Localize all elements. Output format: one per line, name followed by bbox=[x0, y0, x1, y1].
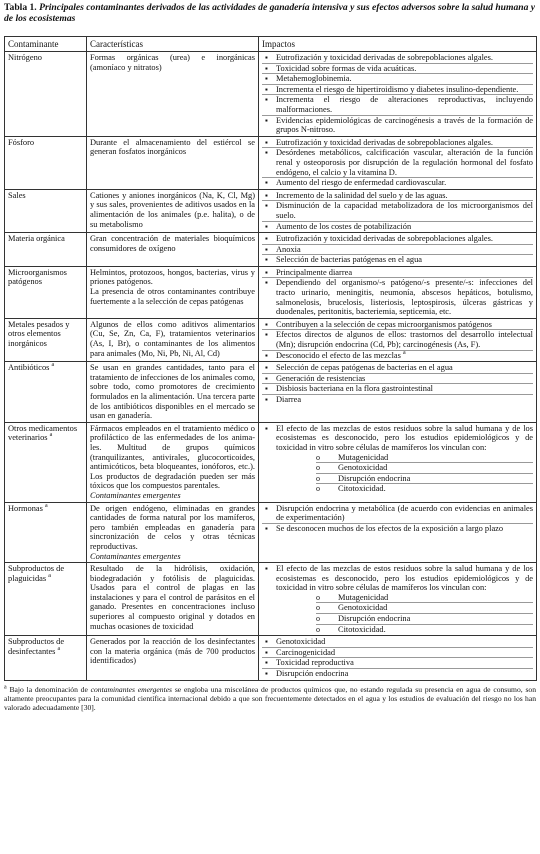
contaminant-characteristics bbox=[87, 318, 259, 361]
contaminant-characteristics bbox=[87, 136, 259, 189]
contaminant-characteristics bbox=[87, 422, 259, 502]
impact-subitem: o Mutagenicidad bbox=[316, 453, 533, 464]
impact-item bbox=[262, 524, 533, 534]
contaminant-impacts bbox=[259, 362, 537, 423]
impact-item bbox=[262, 138, 533, 149]
footnote-ref: a bbox=[402, 349, 406, 356]
impact-item bbox=[262, 64, 533, 75]
impact-text: El efecto de las mezclas de estos residuos sobre la salud humana y de los ecosistemas es desconocido, pero los estudios epidemiológicos y de toxicidad in vitro sobre células de mamíferos los vinculan con: bbox=[276, 564, 533, 593]
impact-text: Genotoxicidad bbox=[276, 637, 326, 647]
characteristics-text: Cationes y aniones inorgánicos (Na, K, Cl, Mg) y sus sales, provenientes de aditivos usados en la alimentación de los animales (p.e. halita), o de su metabolismo bbox=[90, 190, 255, 229]
contaminant-name bbox=[5, 266, 87, 318]
impact-item bbox=[262, 148, 533, 178]
impact-item bbox=[262, 268, 533, 279]
impact-list bbox=[262, 138, 533, 188]
emerging-label: Contaminantes emergentes bbox=[90, 490, 181, 500]
contaminant-characteristics bbox=[87, 189, 259, 232]
contaminant-name bbox=[5, 189, 87, 232]
contaminant-name bbox=[5, 52, 87, 137]
impact-text: Diarrea bbox=[276, 395, 302, 404]
impact-text: Disbiosis bacteriana en la flora gastrointestinal bbox=[276, 384, 433, 394]
contaminant-characteristics bbox=[87, 636, 259, 680]
contaminant-impacts bbox=[259, 52, 537, 137]
contaminant-name bbox=[5, 318, 87, 361]
contaminant-impacts bbox=[259, 502, 537, 563]
table-row bbox=[5, 189, 537, 232]
contaminant-characteristics bbox=[87, 52, 259, 137]
contaminant-impacts bbox=[259, 563, 537, 636]
impact-item bbox=[262, 278, 533, 316]
impact-list bbox=[262, 191, 533, 231]
header-contaminante: Contaminante bbox=[5, 37, 87, 52]
impact-item bbox=[262, 320, 533, 331]
contaminants-table bbox=[4, 36, 537, 681]
impact-text: Eutrofización y toxicidad derivadas de sobrepoblaciones algales. bbox=[276, 53, 493, 62]
impact-list bbox=[262, 320, 533, 360]
impact-text: Disrupción endocrina y metabólica (de acuerdo con evidencias en animales de experimentación) bbox=[276, 503, 533, 523]
impact-item bbox=[262, 424, 533, 494]
impact-text: Evidencias epidemiológicas de carcinogénesis a través de la formación de grupos N-nitroso. bbox=[276, 115, 533, 135]
contaminant-characteristics bbox=[87, 266, 259, 318]
characteristics-text: Generados por la reacción de los desinfectantes con la materia orgánica (más de 700 productos identificados) bbox=[90, 637, 255, 666]
impact-item bbox=[262, 222, 533, 232]
impact-text: Desconocido el efecto de las mezclas bbox=[276, 350, 401, 360]
contaminant-label: Metales pesados y otros elementos inorgánicos bbox=[8, 319, 70, 349]
impact-item bbox=[262, 648, 533, 659]
table-row bbox=[5, 502, 537, 563]
contaminant-label: Hormonas bbox=[8, 503, 43, 513]
impact-list bbox=[262, 53, 533, 135]
table-footnote bbox=[4, 685, 536, 712]
impact-text: Eutrofización y toxicidad derivadas de sobrepoblaciones algales. bbox=[276, 137, 493, 147]
impact-item bbox=[262, 669, 533, 679]
footnote-ref: a bbox=[51, 362, 55, 369]
impact-text: Contribuyen a la selección de cepas microorganismos patógenos bbox=[276, 319, 492, 329]
impact-subitem: o Citotoxicidad. bbox=[316, 484, 533, 494]
footnote-italic: contaminantes emergentes bbox=[90, 684, 173, 694]
impact-list bbox=[262, 504, 533, 534]
impact-text: Selección de cepas patógenas de bacterias en el agua bbox=[276, 363, 453, 373]
impact-item bbox=[262, 191, 533, 202]
impact-item bbox=[262, 504, 533, 524]
impact-text: Incrementa el riesgo de alteraciones reproductivas, incluyendo malformaciones. bbox=[276, 95, 533, 114]
contaminant-name bbox=[5, 636, 87, 680]
impact-item bbox=[262, 395, 533, 405]
contaminant-characteristics bbox=[87, 563, 259, 636]
contaminant-label: Sales bbox=[8, 190, 26, 200]
impact-text: Principalmente diarrea bbox=[276, 267, 353, 277]
characteristics-text: De origen endógeno, eliminadas en grandes cantidades de forma natural por los mamíferos, pero también empleadas en ganadería para sincronización de celos y otras técnicas reproductivas. bbox=[90, 503, 255, 551]
emerging-label: Contaminantes emergentes bbox=[90, 551, 181, 561]
characteristics-text: Algunos de ellos como aditivos alimentarios (Cu, Se, Zn, Ca, F), tratamientos veterinarios (As, I, Br), o contaminantes de los alimentos para animales (Mo, Ni, Pb, Ni, Al, Cd) bbox=[90, 319, 255, 358]
impact-text: Desórdenes metabólicos, calcificación vascular, alteración de la función renal y osteoporosis por disrupción de la regulación hormonal del fosfato endógeno, el calcio y la vitamina D. bbox=[276, 148, 533, 177]
contaminant-impacts bbox=[259, 136, 537, 189]
contaminant-label: Subproductos de desinfectantes bbox=[8, 637, 65, 656]
contaminant-label: Subproductos de plaguicidas bbox=[8, 564, 65, 583]
header-caracteristicas: Características bbox=[87, 37, 259, 52]
contaminant-characteristics bbox=[87, 233, 259, 267]
table-row bbox=[5, 266, 537, 318]
table-header-row bbox=[5, 37, 537, 52]
contaminant-name bbox=[5, 362, 87, 423]
impact-item bbox=[262, 245, 533, 256]
impact-item bbox=[262, 234, 533, 245]
impact-list bbox=[262, 637, 533, 678]
characteristics-text: Fármacos empleados en el tratamiento médico o profiláctico de las enfermedades de los anima-les. Multitud de grupos químicos (tranquilizantes, antivirales, glucocorticoides, antimicóticos, beta bloqueantes, ionóforos, etc.). Los productos de degradación pueden ser más tóxicos que los compuestos parentales. bbox=[90, 423, 255, 491]
impact-item bbox=[262, 74, 533, 85]
contaminant-name bbox=[5, 233, 87, 267]
impact-list bbox=[262, 234, 533, 265]
header-impactos: Impactos bbox=[259, 37, 537, 52]
impact-text: Se desconocen muchos de los efectos de la exposición a largo plazo bbox=[276, 523, 504, 533]
impact-subitem: o Citotoxicidad. bbox=[316, 625, 533, 635]
table-row bbox=[5, 636, 537, 680]
table-row bbox=[5, 563, 537, 636]
impact-text: Disrupción endocrina bbox=[276, 669, 349, 679]
impact-item bbox=[262, 85, 533, 96]
impact-list bbox=[262, 564, 533, 634]
contaminant-name bbox=[5, 136, 87, 189]
contaminant-label: Antibióticos bbox=[8, 363, 50, 373]
contaminant-label: Otros medicamentos veterinarios bbox=[8, 423, 78, 443]
footnote-text-b: se engloba una miscelánea de productos químicos que, no estando regulada su presencia en agua de consumo, son altamente preocupantes para la comunidad científica internacional debido a que son frecuentemente detectados en el agua y los estudios de evaluación del riesgo no los han valorado adecuadamente [30]. bbox=[4, 684, 536, 712]
impact-item bbox=[262, 374, 533, 385]
contaminant-impacts bbox=[259, 422, 537, 502]
impact-item bbox=[262, 201, 533, 221]
impact-text: Metahemoglobinemia. bbox=[276, 74, 352, 84]
impact-item bbox=[262, 95, 533, 115]
contaminant-characteristics bbox=[87, 362, 259, 423]
contaminant-impacts bbox=[259, 189, 537, 232]
impact-text: Generación de resistencias bbox=[276, 373, 366, 383]
contaminant-name bbox=[5, 563, 87, 636]
impact-item bbox=[262, 384, 533, 395]
characteristics-text: Durante el almacenamiento del estiércol se generan fosfatos inorgánicos bbox=[90, 137, 255, 157]
impact-text: Aumento del riesgo de enfermedad cardiovascular. bbox=[276, 178, 447, 188]
impact-text: Toxicidad reproductiva bbox=[276, 658, 354, 668]
table-row bbox=[5, 318, 537, 361]
impact-text: Aumento de los costes de potabilización bbox=[276, 221, 412, 231]
impact-item bbox=[262, 637, 533, 648]
characteristics-text: Se usan en grandes cantidades, tanto para el tratamiento de infecciones de los animales como, sobre todo, como promotores de crecimiento formulados en la alimentación. Una tercera parte de los antibióticos disponibles en el mercado se usan en ganadería. bbox=[90, 363, 255, 421]
impact-item bbox=[262, 178, 533, 188]
table-row bbox=[5, 233, 537, 267]
characteristics-text: Resultado de la hidrólisis, oxidación, biodegradación y fotólisis de plaguicidas. Usados para el control de plagas en las instalaciones y para el control de parásitos en el ganado. Presentes en concentraciones incluso superiores al compuesto original y dotados en muchas ocasiones de toxicidad bbox=[90, 564, 255, 631]
impact-subitem: o Disrupción endocrina bbox=[316, 614, 533, 625]
contaminant-label: Fósforo bbox=[8, 137, 35, 147]
contaminant-label: Nitrógeno bbox=[8, 53, 42, 62]
footnote-ref: a bbox=[48, 572, 51, 579]
impact-item bbox=[262, 564, 533, 634]
table-row bbox=[5, 136, 537, 189]
impact-text: Incremento de la salinidad del suelo y de las aguas. bbox=[276, 190, 448, 200]
characteristics-text-2: La presencia de otros contaminantes contribuye fuertemente a la selección de cepas patógenas bbox=[90, 287, 255, 306]
impact-text: Eutrofización y toxicidad derivadas de sobrepoblaciones algales. bbox=[276, 234, 493, 244]
impact-text: Efectos directos de algunos de ellos: trastornos del desarrollo intelectual (Mn); disrupción endocrina (Cd, Pb); carcinogénesis (As, F). bbox=[276, 330, 533, 350]
footnote-ref: a bbox=[49, 432, 53, 439]
contaminant-name bbox=[5, 502, 87, 563]
impact-list bbox=[262, 424, 533, 494]
impact-subitem: o Mutagenicidad bbox=[316, 593, 533, 604]
impact-item bbox=[262, 255, 533, 265]
characteristics-text: Helmintos, protozoos, hongos, bacterias, virus y priones patógenos. bbox=[90, 267, 255, 287]
impact-text: El efecto de las mezclas de estos residuos sobre la salud humana y de los ecosistemas es desconocido, pero los estudios epidemiológicos y de toxicidad in vitro sobre células de mamíferos los vinculan con: bbox=[276, 423, 533, 452]
impact-text: Selección de bacterias patógenas en el agua bbox=[276, 255, 423, 265]
impact-text: Disminución de la capacidad metabolizadora de los microorganismos del suelo. bbox=[276, 201, 533, 220]
impact-sublist bbox=[276, 593, 533, 634]
impact-item bbox=[262, 116, 533, 135]
table-row bbox=[5, 362, 537, 423]
footnote-ref: a bbox=[57, 646, 61, 653]
contaminant-name bbox=[5, 422, 87, 502]
caption-label: Tabla 1. bbox=[4, 2, 37, 13]
footnote-ref: a bbox=[44, 502, 48, 509]
document-page bbox=[4, 0, 536, 712]
contaminant-characteristics bbox=[87, 502, 259, 563]
contaminant-impacts bbox=[259, 318, 537, 361]
contaminant-label: Microorganismos patógenos bbox=[8, 267, 67, 287]
contaminant-impacts bbox=[259, 266, 537, 318]
table-row bbox=[5, 52, 537, 137]
impact-text: Dependiendo del organismo/-s patógeno/-s presente/-s: infecciones del tracto urinario, meningitis, neumonía, abscesos hepáticos, botulismo, salmonelosis, brucelosis, listeriosis, leptospirosis, úlceras gástricas y duodenales, peritonitis, bacteriemia, septicemia, etc. bbox=[276, 278, 533, 317]
impact-sublist bbox=[276, 453, 533, 494]
impact-list bbox=[262, 363, 533, 404]
impact-item bbox=[262, 351, 533, 361]
impact-text: Incrementa el riesgo de hipertiroidismo y diabetes insulino-dependiente. bbox=[276, 84, 519, 94]
impact-item bbox=[262, 330, 533, 350]
impact-item bbox=[262, 53, 533, 64]
impact-item bbox=[262, 658, 533, 669]
impact-subitem: o Genotoxicidad bbox=[316, 463, 533, 474]
impact-text: Anoxia bbox=[276, 244, 301, 254]
table-row bbox=[5, 422, 537, 502]
footnote-text-a: Bajo la denominación de bbox=[9, 684, 88, 694]
contaminant-impacts bbox=[259, 636, 537, 680]
characteristics-text: Gran concentración de materiales bioquímicos consumidores de oxígeno bbox=[90, 234, 255, 253]
footnote-marker: a bbox=[4, 684, 7, 691]
caption-title: Principales contaminantes derivados de las actividades de ganadería intensiva y sus efectos adversos sobre la salud humana y de los ecosistemas bbox=[4, 2, 536, 24]
contaminant-impacts bbox=[259, 233, 537, 267]
characteristics-text: Formas orgánicas (urea) e inorgánicas (amoníaco y nitratos) bbox=[90, 53, 255, 72]
impact-text: Carcinogenicidad bbox=[276, 647, 336, 657]
impact-subitem: o Genotoxicidad bbox=[316, 603, 533, 614]
impact-list bbox=[262, 268, 533, 317]
impact-text: Toxicidad sobre formas de vida acuáticas. bbox=[276, 63, 417, 73]
impact-item bbox=[262, 363, 533, 374]
contaminant-label: Materia orgánica bbox=[8, 234, 65, 244]
table-caption bbox=[4, 0, 536, 36]
impact-subitem: o Disrupción endocrina bbox=[316, 474, 533, 485]
